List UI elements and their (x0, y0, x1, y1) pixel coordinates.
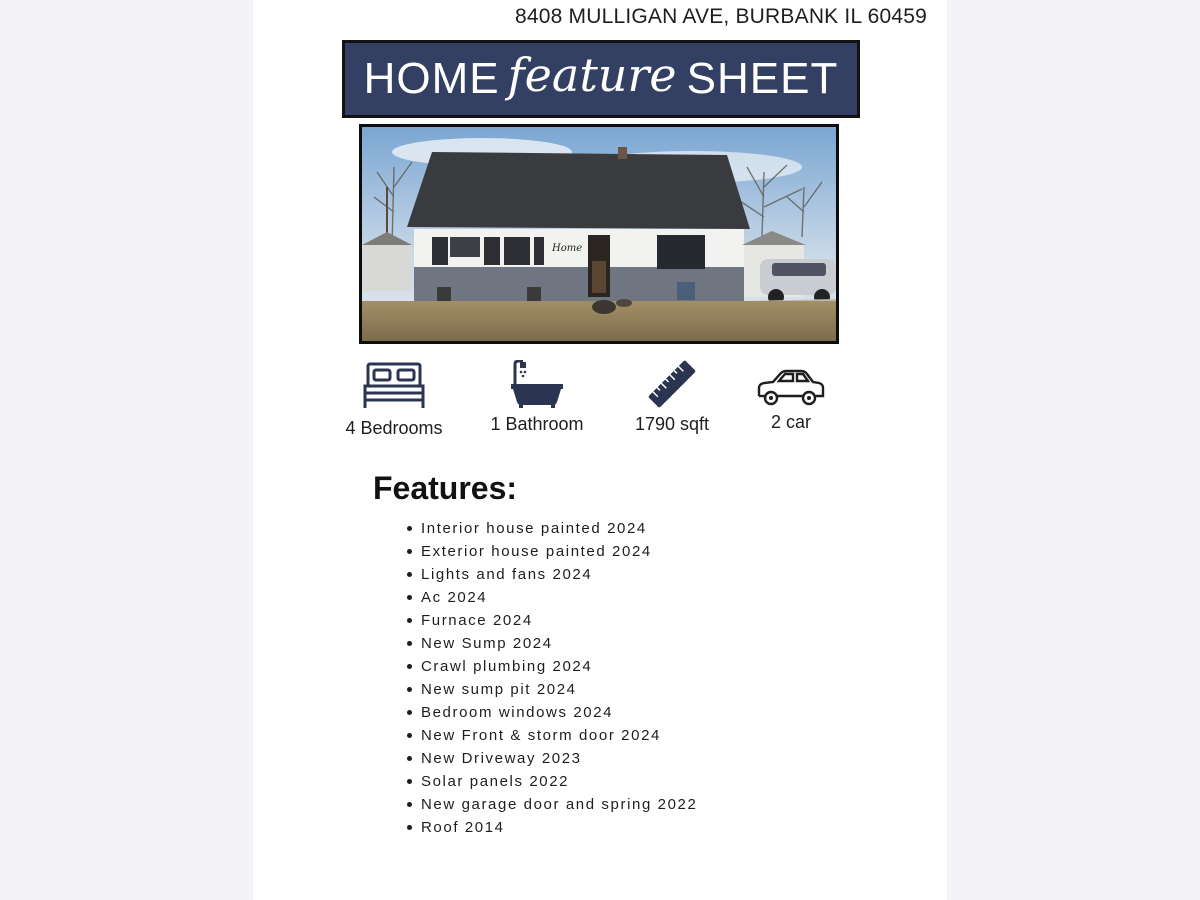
bullet-icon (407, 572, 412, 577)
feature-item: Interior house painted 2024 (421, 517, 697, 540)
bullet-icon (407, 710, 412, 715)
stat-bedrooms-label: 4 Bedrooms (345, 418, 443, 438)
bullet-icon (407, 618, 412, 623)
stat-sqft (617, 360, 727, 435)
stat-garage-label: 2 car (770, 412, 812, 432)
bullet-icon (407, 756, 412, 761)
stat-garage (736, 360, 846, 433)
feature-sheet-page (253, 0, 947, 900)
feature-item: Roof 2014 (421, 816, 697, 839)
feature-item: Crawl plumbing 2024 (421, 655, 697, 678)
bullet-icon (407, 549, 412, 554)
house-photo (359, 124, 839, 344)
bullet-icon (407, 779, 412, 784)
feature-item: Ac 2024 (421, 586, 697, 609)
feature-item: Exterior house painted 2024 (421, 540, 697, 563)
feature-item: New garage door and spring 2022 (421, 793, 697, 816)
feature-item: Lights and fans 2024 (421, 563, 697, 586)
ruler-icon (644, 360, 700, 408)
title-banner (342, 40, 860, 118)
feature-item: New Front & storm door 2024 (421, 724, 697, 747)
feature-item: New Driveway 2023 (421, 747, 697, 770)
stat-bathroom (482, 360, 592, 435)
bullet-icon (407, 595, 412, 600)
bullet-icon (407, 641, 412, 646)
stat-bedrooms (339, 360, 449, 439)
stat-sqft-label: 1790 sqft (634, 414, 710, 434)
bullet-icon (407, 802, 412, 807)
stat-bathroom-label: 1 Bathroom (490, 414, 584, 434)
banner-word-feature: feature (507, 48, 677, 102)
banner-word-home: HOME (363, 54, 500, 103)
bathtub-icon (509, 360, 565, 408)
feature-item: New Sump 2024 (421, 632, 697, 655)
feature-item: Bedroom windows 2024 (421, 701, 697, 724)
features-heading: Features: (373, 470, 518, 506)
house-photo-illustration (362, 127, 836, 341)
feature-item: Solar panels 2022 (421, 770, 697, 793)
features-list (421, 517, 697, 839)
feature-item: New sump pit 2024 (421, 678, 697, 701)
svg-text:Home: Home (552, 243, 583, 254)
bullet-icon (407, 664, 412, 669)
car-icon (755, 368, 827, 408)
bed-icon (362, 360, 426, 410)
bullet-icon (407, 733, 412, 738)
property-address: 8408 MULLIGAN AVE, BURBANK IL 60459 (514, 5, 927, 28)
bullet-icon (407, 687, 412, 692)
bullet-icon (407, 825, 412, 830)
bullet-icon (407, 526, 412, 531)
banner-word-sheet: SHEET (686, 54, 839, 103)
feature-item: Furnace 2024 (421, 609, 697, 632)
